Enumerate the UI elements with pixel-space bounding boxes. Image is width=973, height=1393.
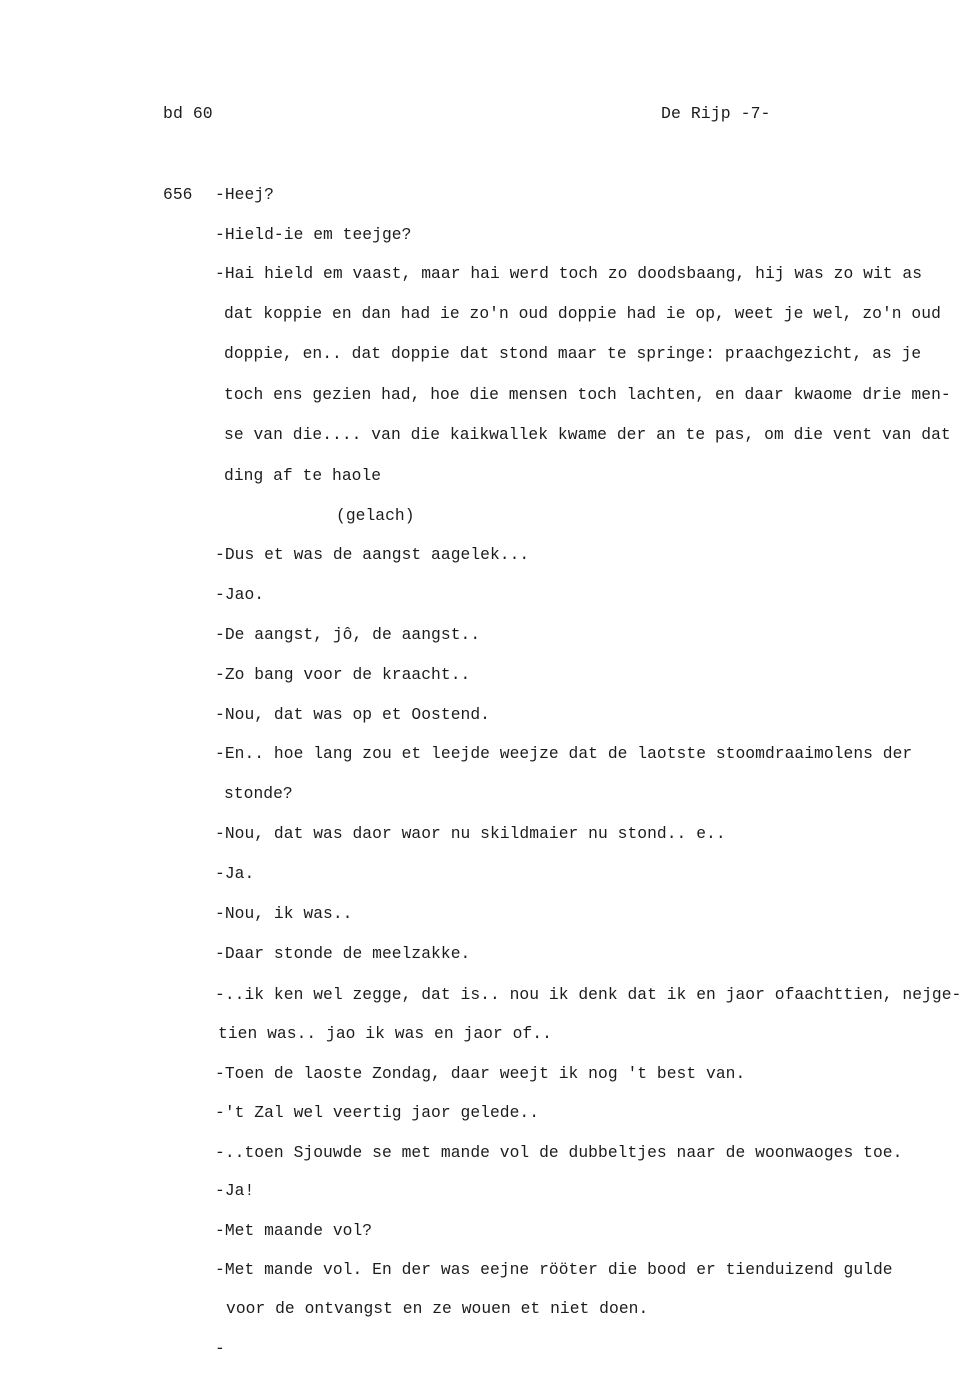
transcript-line: -Dus et was de aangst aagelek... bbox=[215, 545, 530, 564]
transcript-line: -'t Zal wel veertig jaor gelede.. bbox=[215, 1103, 540, 1122]
transcript-line: -..toen Sjouwde se met mande vol de dubbeltjes naar de woonwaoges toe. bbox=[215, 1143, 903, 1162]
transcript-line: doppie, en.. dat doppie dat stond maar te springe: praachgezicht, as je bbox=[224, 344, 922, 363]
page-title: De Rijp -7- bbox=[661, 104, 771, 123]
transcript-line: se van die.... van die kaikwallek kwame der an te pas, om die vent van dat bbox=[224, 425, 951, 444]
transcript-line: tien was.. jao ik was en jaor of.. bbox=[218, 1024, 552, 1043]
transcript-line: -En.. hoe lang zou et leejde weejze dat de laotste stoomdraaimolens der bbox=[215, 744, 913, 763]
transcript-line: -Met maande vol? bbox=[215, 1221, 373, 1240]
transcript-line: -Hai hield em vaast, maar hai werd toch zo doodsbaang, hij was zo wit as bbox=[215, 264, 923, 283]
line-number: 656 bbox=[163, 185, 193, 204]
transcript-line: -Heej? bbox=[215, 185, 274, 204]
transcript-line: dat koppie en dan had ie zo'n oud doppie had ie op, weet je wel, zo'n oud bbox=[224, 304, 941, 323]
transcript-line: -Ja. bbox=[215, 864, 255, 883]
transcript-line: stonde? bbox=[224, 784, 293, 803]
transcript-line: -Ja! bbox=[215, 1181, 255, 1200]
transcript-line: -Zo bang voor de kraacht.. bbox=[215, 665, 471, 684]
transcript-line: -Hield-ie em teejge? bbox=[215, 225, 412, 244]
transcript-line: -Daar stonde de meelzakke. bbox=[215, 944, 471, 963]
transcript-line: - bbox=[215, 1339, 225, 1358]
transcript-line: -Nou, dat was daor waor nu skildmaier nu stond.. e.. bbox=[215, 824, 726, 843]
transcript-line: voor de ontvangst en ze wouen et niet doen. bbox=[226, 1299, 649, 1318]
transcript-line: -..ik ken wel zegge, dat is.. nou ik denk dat ik en jaor ofaachttien, nejge- bbox=[215, 985, 962, 1004]
transcript-line: -Jao. bbox=[215, 585, 265, 604]
transcript-line: ding af te haole bbox=[224, 466, 382, 485]
stage-direction: (gelach) bbox=[336, 506, 415, 525]
page-reference: bd 60 bbox=[163, 104, 213, 123]
transcript-line: -Met mande vol. En der was eejne rööter die bood er tienduizend gulde bbox=[215, 1260, 893, 1279]
transcript-line: -Nou, ik was.. bbox=[215, 904, 353, 923]
transcript-line: -Toen de laoste Zondag, daar weejt ik nog 't best van. bbox=[215, 1064, 746, 1083]
transcript-line: -Nou, dat was op et Oostend. bbox=[215, 705, 490, 724]
transcript-line: toch ens gezien had, hoe die mensen toch lachten, en daar kwaome drie men- bbox=[224, 385, 951, 404]
transcript-line: -De aangst, jô, de aangst.. bbox=[215, 625, 481, 644]
